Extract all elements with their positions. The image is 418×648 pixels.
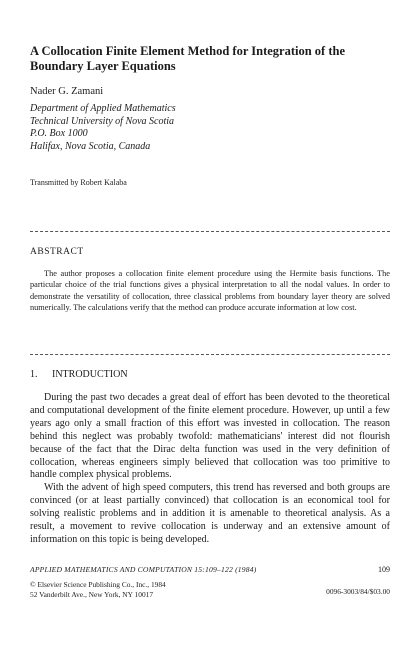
affiliation-line: Technical University of Nova Scotia	[30, 115, 175, 127]
abstract-heading: ABSTRACT	[30, 247, 84, 257]
section-title: INTRODUCTION	[52, 369, 128, 380]
publisher-address: 52 Vanderbilt Ave., New York, NY 10017	[30, 590, 154, 599]
section-heading	[30, 369, 128, 380]
publisher-line: © Elsevier Science Publishing Co., Inc., 1984	[30, 580, 166, 589]
paragraph: During the past two decades a great deal of effort has been devoted to the theoretical and computational development of the finite element procedure. However, up until a few years ago only a small fraction of this effort was invested in collocation. The reason behind this neglect was probably twofold: mathematicians' interest did not flourish because of the fact that the Dirac delta function was used in the very definition of collocation, whereas engineers simply believed that collocation was too primitive to handle complex physical problems.	[30, 392, 390, 481]
affiliation-line: P.O. Box 1000	[30, 128, 88, 139]
abstract-text: The author proposes a collocation finite element procedure using the Hermite basis functions. The particular choice of the trial functions gives a physical interpretation to all the nodal values. In order to demonstrate the versatility of collocation, three classical problems from boundary layer theory are solved numerically. The calculations verify that the method can produce accurate information at low cost.	[30, 269, 390, 313]
author-name: Nader G. Zamani	[30, 86, 104, 97]
paragraph: With the advent of high speed computers, this trend has reversed and both groups are convinced (or at least partially convinced) that collocation is an economical tool for solving realistic problems and in addition it is amenable to theoretical analysis. As a result, a movement to revive collocation is underway and an extensive amount of information on this topic is being developed.	[30, 482, 390, 545]
issn-code: 0096-3003/84/$03.00	[326, 587, 390, 596]
journal-citation: APPLIED MATHEMATICS AND COMPUTATION 15:109–122 (1984)	[30, 565, 257, 574]
divider-top	[30, 231, 390, 232]
section-number: 1.	[30, 369, 38, 380]
body-text	[30, 392, 390, 547]
paper-title: A Collocation Finite Element Method for Integration of the Boundary Layer Equations	[30, 44, 346, 73]
transmitted-by: Transmitted by Robert Kalaba	[30, 178, 127, 187]
divider-bottom	[30, 354, 390, 355]
affiliation-block	[30, 103, 176, 153]
affiliation-line: Halifax, Nova Scotia, Canada	[30, 140, 151, 152]
affiliation-line: Department of Applied Mathematics	[30, 103, 176, 114]
page-number: 109	[378, 565, 390, 574]
paper-page	[30, 0, 390, 648]
page-footer	[30, 565, 390, 599]
